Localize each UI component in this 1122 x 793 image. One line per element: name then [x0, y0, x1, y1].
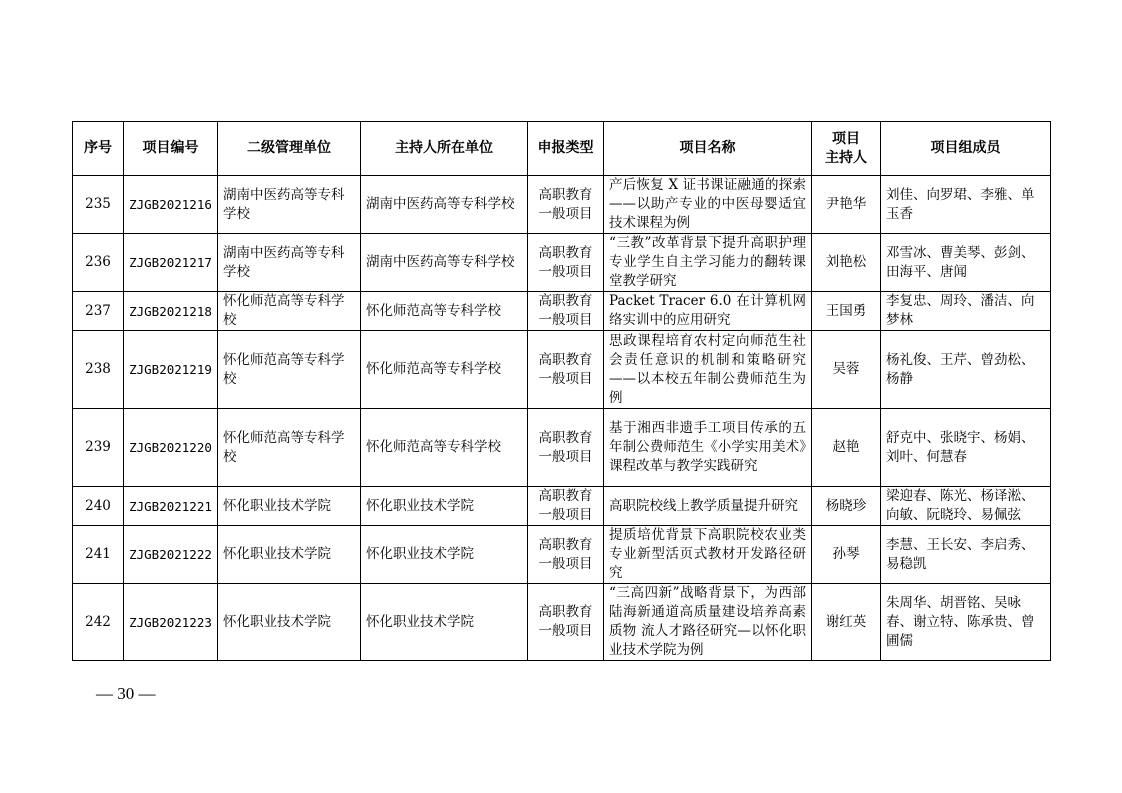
- table-row: [73, 331, 1051, 409]
- project-table: [72, 121, 1051, 661]
- cell-seq: 240: [73, 487, 124, 526]
- cell-host-unit: 怀化师范高等专科学校: [361, 409, 528, 487]
- cell-code: ZJGB2021217: [124, 234, 218, 292]
- cell-type: 高职教育一般项目: [528, 584, 604, 661]
- cell-project-name: 提质培优背景下高职院校农业类专业新型活页式教材开发路径研究: [604, 526, 812, 584]
- cell-type: 高职教育一般项目: [528, 234, 604, 292]
- header-leader: 项目 主持人: [812, 122, 881, 176]
- cell-seq: 236: [73, 234, 124, 292]
- cell-members: 梁迎春、陈光、杨译淞、向敏、阮晓玲、易佩弦: [881, 487, 1051, 526]
- cell-leader: 尹艳华: [812, 176, 881, 234]
- table-row: [73, 526, 1051, 584]
- cell-type: 高职教育一般项目: [528, 487, 604, 526]
- cell-project-name: “三教”改革背景下提升高职护理专业学生自主学习能力的翻转课堂教学研究: [604, 234, 812, 292]
- cell-leader: 孙琴: [812, 526, 881, 584]
- cell-code: ZJGB2021222: [124, 526, 218, 584]
- cell-seq: 241: [73, 526, 124, 584]
- cell-project-name: 产后恢复 X 证书课证融通的探索——以助产专业的中医母婴适宜技术课程为例: [604, 176, 812, 234]
- cell-leader: 赵艳: [812, 409, 881, 487]
- cell-host-unit: 怀化职业技术学院: [361, 526, 528, 584]
- cell-seq: 238: [73, 331, 124, 409]
- table-row: [73, 176, 1051, 234]
- cell-host-unit: 怀化师范高等专科学校: [361, 331, 528, 409]
- cell-seq: 237: [73, 292, 124, 331]
- cell-project-name: 思政课程培育农村定向师范生社会责任意识的机制和策略研究——以本校五年制公费师范生为例: [604, 331, 812, 409]
- cell-members: 刘佳、向罗珺、李雅、单玉香: [881, 176, 1051, 234]
- cell-code: ZJGB2021223: [124, 584, 218, 661]
- cell-unit: 怀化师范高等专科学校: [218, 331, 361, 409]
- header-members: 项目组成员: [881, 122, 1051, 176]
- cell-host-unit: 怀化职业技术学院: [361, 487, 528, 526]
- table-row: [73, 292, 1051, 331]
- header-seq: 序号: [73, 122, 124, 176]
- header-type: 申报类型: [528, 122, 604, 176]
- cell-leader: 刘艳松: [812, 234, 881, 292]
- cell-type: 高职教育一般项目: [528, 409, 604, 487]
- cell-type: 高职教育一般项目: [528, 292, 604, 331]
- cell-unit: 怀化师范高等专科学校: [218, 292, 361, 331]
- table-row: [73, 487, 1051, 526]
- cell-project-name: 高职院校线上教学质量提升研究: [604, 487, 812, 526]
- header-host-unit: 主持人所在单位: [361, 122, 528, 176]
- cell-members: 杨礼俊、王芹、曾劲松、杨静: [881, 331, 1051, 409]
- cell-project-name: Packet Tracer 6.0 在计算机网络实训中的应用研究: [604, 292, 812, 331]
- cell-unit: 怀化职业技术学院: [218, 487, 361, 526]
- cell-host-unit: 湖南中医药高等专科学校: [361, 234, 528, 292]
- cell-code: ZJGB2021220: [124, 409, 218, 487]
- cell-seq: 235: [73, 176, 124, 234]
- cell-host-unit: 怀化师范高等专科学校: [361, 292, 528, 331]
- cell-unit: 怀化职业技术学院: [218, 584, 361, 661]
- cell-leader: 杨晓珍: [812, 487, 881, 526]
- table-row: [73, 234, 1051, 292]
- cell-unit: 湖南中医药高等专科学校: [218, 176, 361, 234]
- cell-unit: 湖南中医药高等专科学校: [218, 234, 361, 292]
- cell-type: 高职教育一般项目: [528, 526, 604, 584]
- cell-unit: 怀化职业技术学院: [218, 526, 361, 584]
- cell-host-unit: 怀化职业技术学院: [361, 584, 528, 661]
- cell-code: ZJGB2021216: [124, 176, 218, 234]
- cell-seq: 242: [73, 584, 124, 661]
- table-header-row: [73, 122, 1051, 176]
- cell-seq: 239: [73, 409, 124, 487]
- cell-members: 朱周华、胡晋铭、吴咏春、谢立特、陈承贵、曾圃儒: [881, 584, 1051, 661]
- cell-type: 高职教育一般项目: [528, 331, 604, 409]
- cell-code: ZJGB2021218: [124, 292, 218, 331]
- cell-members: 李慧、王长安、李启秀、易稳凯: [881, 526, 1051, 584]
- cell-code: ZJGB2021219: [124, 331, 218, 409]
- table-row: [73, 409, 1051, 487]
- cell-leader: 王国勇: [812, 292, 881, 331]
- cell-members: 李复忠、周玲、潘洁、向梦林: [881, 292, 1051, 331]
- cell-leader: 谢红英: [812, 584, 881, 661]
- cell-type: 高职教育一般项目: [528, 176, 604, 234]
- header-unit: 二级管理单位: [218, 122, 361, 176]
- cell-host-unit: 湖南中医药高等专科学校: [361, 176, 528, 234]
- cell-project-name: 基于湘西非遗手工项目传承的五年制公费师范生《小学实用美术》课程改革与教学实践研究: [604, 409, 812, 487]
- cell-members: 舒克中、张晓宇、杨娟、刘叶、何慧春: [881, 409, 1051, 487]
- cell-project-name: “三高四新”战略背景下，为西部陆海新通道高质量建设培养高素质物 流人才路径研究—以怀化职业技术学院为例: [604, 584, 812, 661]
- cell-code: ZJGB2021221: [124, 487, 218, 526]
- table-row: [73, 584, 1051, 661]
- header-name: 项目名称: [604, 122, 812, 176]
- header-code: 项目编号: [124, 122, 218, 176]
- cell-unit: 怀化师范高等专科学校: [218, 409, 361, 487]
- cell-leader: 吴蓉: [812, 331, 881, 409]
- page-number: — 30 —: [96, 684, 156, 703]
- cell-members: 邓雪冰、曹美琴、彭剑、田海平、唐闻: [881, 234, 1051, 292]
